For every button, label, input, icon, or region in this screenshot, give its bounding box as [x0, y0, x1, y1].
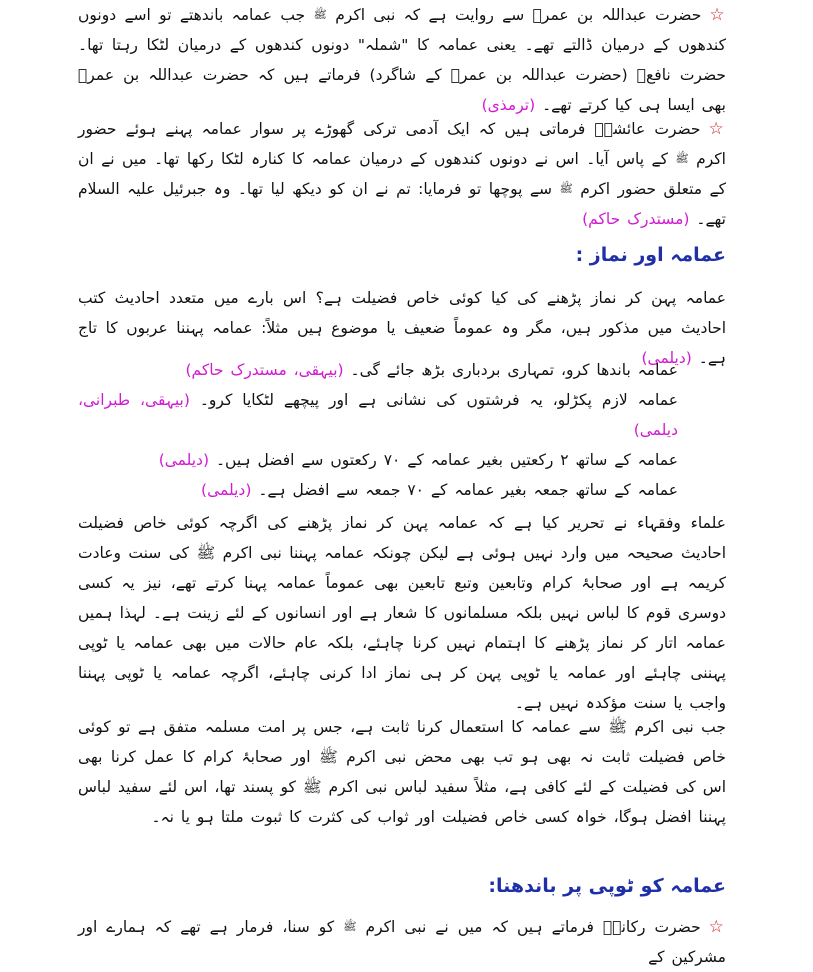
paragraph-aisha — [78, 114, 726, 234]
paragraph-rukana — [78, 912, 726, 972]
paragraph-ibn-umar — [78, 0, 726, 120]
salutation-glyph: ﷺ — [675, 152, 689, 165]
salutation-glyph: ﷺ — [343, 920, 357, 933]
hadith-item — [78, 385, 678, 445]
star-bullet-icon: ☆ — [709, 5, 727, 25]
paragraph-scholars: علماء وفقہاء نے تحریر کیا ہے کہ عمامہ پہن کر نماز پڑھنے کی اگرچہ کوئی خاص فضیلت احادیث صحیحہ میں وارد نہیں ہوئی ہے لیکن چونکہ عمامہ پہننا نبی اکرم ﷺ کی سنت وعادت کریمہ ہے اور صحابۂ کرام وتابعین وتبع تابعین بھی عموماً عمامہ پہنا کرتے تھے، نیز یہ کسی دوسری قوم کا لباس نہیں بلکہ مسلمانوں کا شعار ہے اور انسانوں کے لئے زینت ہے۔ لہذا ہمیں عمامہ اتار کر نماز پڑھنے کا اہتمام نہیں کرنا چاہئے، بلکہ عام حالات میں بھی عمامہ یا ٹوپی پہننی چاہئے اور عمامہ یا ٹوپی پہن کر ہی نماز ادا کرنی چاہئے، اگرچہ عمامہ یا ٹوپی پہننا واجب یا سنت مؤکدہ نہیں ہے۔ — [78, 514, 726, 712]
paragraph-sunnah: جب نبی اکرم ﷺ سے عمامہ کا استعمال کرنا ثابت ہے، جس پر امت مسلمہ متفق ہے تو کوئی خاص فضیلت ثابت نہ بھی ہو تب بھی محض نبی اکرم ﷺ اور صحابۂ کرام کا عمل کرنا بھی اس کی فضیلت کے لئے کافی ہے، مثلاً سفید لباس نبی اکرم ﷺ کو پسند تھا، اس لئے سفید لباس پہننا افضل ہوگا، خواہ کسی خاص فضیلت اور ثواب کی کثرت کا ثبوت ملتا ہو یا نہ۔ — [78, 718, 726, 826]
reference-citation: (دیلمی) — [201, 481, 252, 499]
paragraph-text: عمامہ پہن کر نماز پڑھنے کی کیا کوئی خاص فضیلت ہے؟ اس بارے میں متعدد احادیث کتب احادیث میں مذکور ہیں، مگر وہ عموماً ضعیف یا موضوع ہیں مثلاً: عمامہ پہننا عربوں کا تاج ہے۔ — [78, 289, 726, 367]
reference-citation: (مستدرک حاکم) — [582, 210, 690, 228]
star-bullet-icon: ☆ — [708, 119, 726, 139]
hadith-item — [78, 355, 678, 385]
paragraph-text: کے پاس آیا۔ اس نے دونوں کندھوں کے درمیان عمامہ کا کنارہ لٹکا رکھا تھا۔ میں نے ان کے متعلق حضور اکرم — [78, 150, 727, 198]
hadith-text: عمامہ کے ساتھ ۲ رکعتیں بغیر عمامہ کے ۷۰ رکعتوں سے افضل ہیں۔ — [215, 451, 678, 469]
star-bullet-icon: ☆ — [708, 917, 726, 937]
paragraph-text: کو سنا، فرمار ہے تھے کہ ہمارے اور مشرکین کے — [78, 918, 726, 966]
hadith-text: عمامہ لازم پکڑلو، یہ فرشتوں کی نشانی ہے اور پیچھے لٹکایا کرو۔ — [199, 391, 678, 409]
hadith-item — [78, 445, 678, 475]
hadith-list — [78, 355, 726, 505]
section-heading-turban-and-prayer: عمامہ اور نماز : — [575, 244, 726, 266]
hadith-item — [78, 475, 678, 505]
reference-citation: (بیہقی، مستدرک حاکم) — [185, 361, 344, 379]
hadith-text: عمامہ باندھا کرو، تمہاری بردباری بڑھ جائے گی۔ — [350, 361, 678, 379]
reference-citation: (ترمذی) — [481, 96, 536, 114]
reference-citation: (دیلمی) — [641, 349, 692, 367]
paragraph-text: جب عمامہ باندھتے تو اسے دونوں کندھوں کے درمیان ڈالتے تھے۔ یعنی عمامہ کا "شملہ" دونوں کندھوں کے درمیان لٹکا رہتا تھا۔ حضرت نافعؒ (حضرت عبداللہ بن عمرؓ کے شاگرد) فرماتے ہیں کہ حضرت عبداللہ بن عمرؓ بھی ایسا ہی کیا کرتے تھے۔ — [78, 6, 726, 114]
reference-citation: (بیہقی، طبرانی، دیلمی) — [78, 391, 678, 439]
salutation-glyph: ﷺ — [313, 8, 327, 21]
paragraph-text: حضرت عبداللہ بن عمرؓ سے روایت ہے کہ نبی اکرم — [335, 6, 702, 24]
reference-citation: (دیلمی) — [158, 451, 210, 469]
paragraph-text: حضرت عائشہؓ فرماتی ہیں کہ ایک آدمی ترکی گھوڑے پر سوار عمامہ پہنے ہوئے حضور اکرم — [78, 120, 726, 168]
salutation-glyph: ﷺ — [559, 182, 573, 195]
paragraph-text: سے پوچھا تو فرمایا: تم نے ان کو دیکھ لیا تھا۔ وہ جبرئیل علیہ السلام تھے۔ — [78, 180, 726, 228]
paragraph-text: حضرت رکانہؓ فرماتے ہیں کہ میں نے نبی اکرم — [365, 918, 701, 936]
section-heading-turban-on-cap: عمامہ کو ٹوپی پر باندھنا: — [488, 875, 726, 897]
hadith-text: عمامہ کے ساتھ جمعہ بغیر عمامہ کے ۷۰ جمعہ سے افضل ہے۔ — [258, 481, 678, 499]
